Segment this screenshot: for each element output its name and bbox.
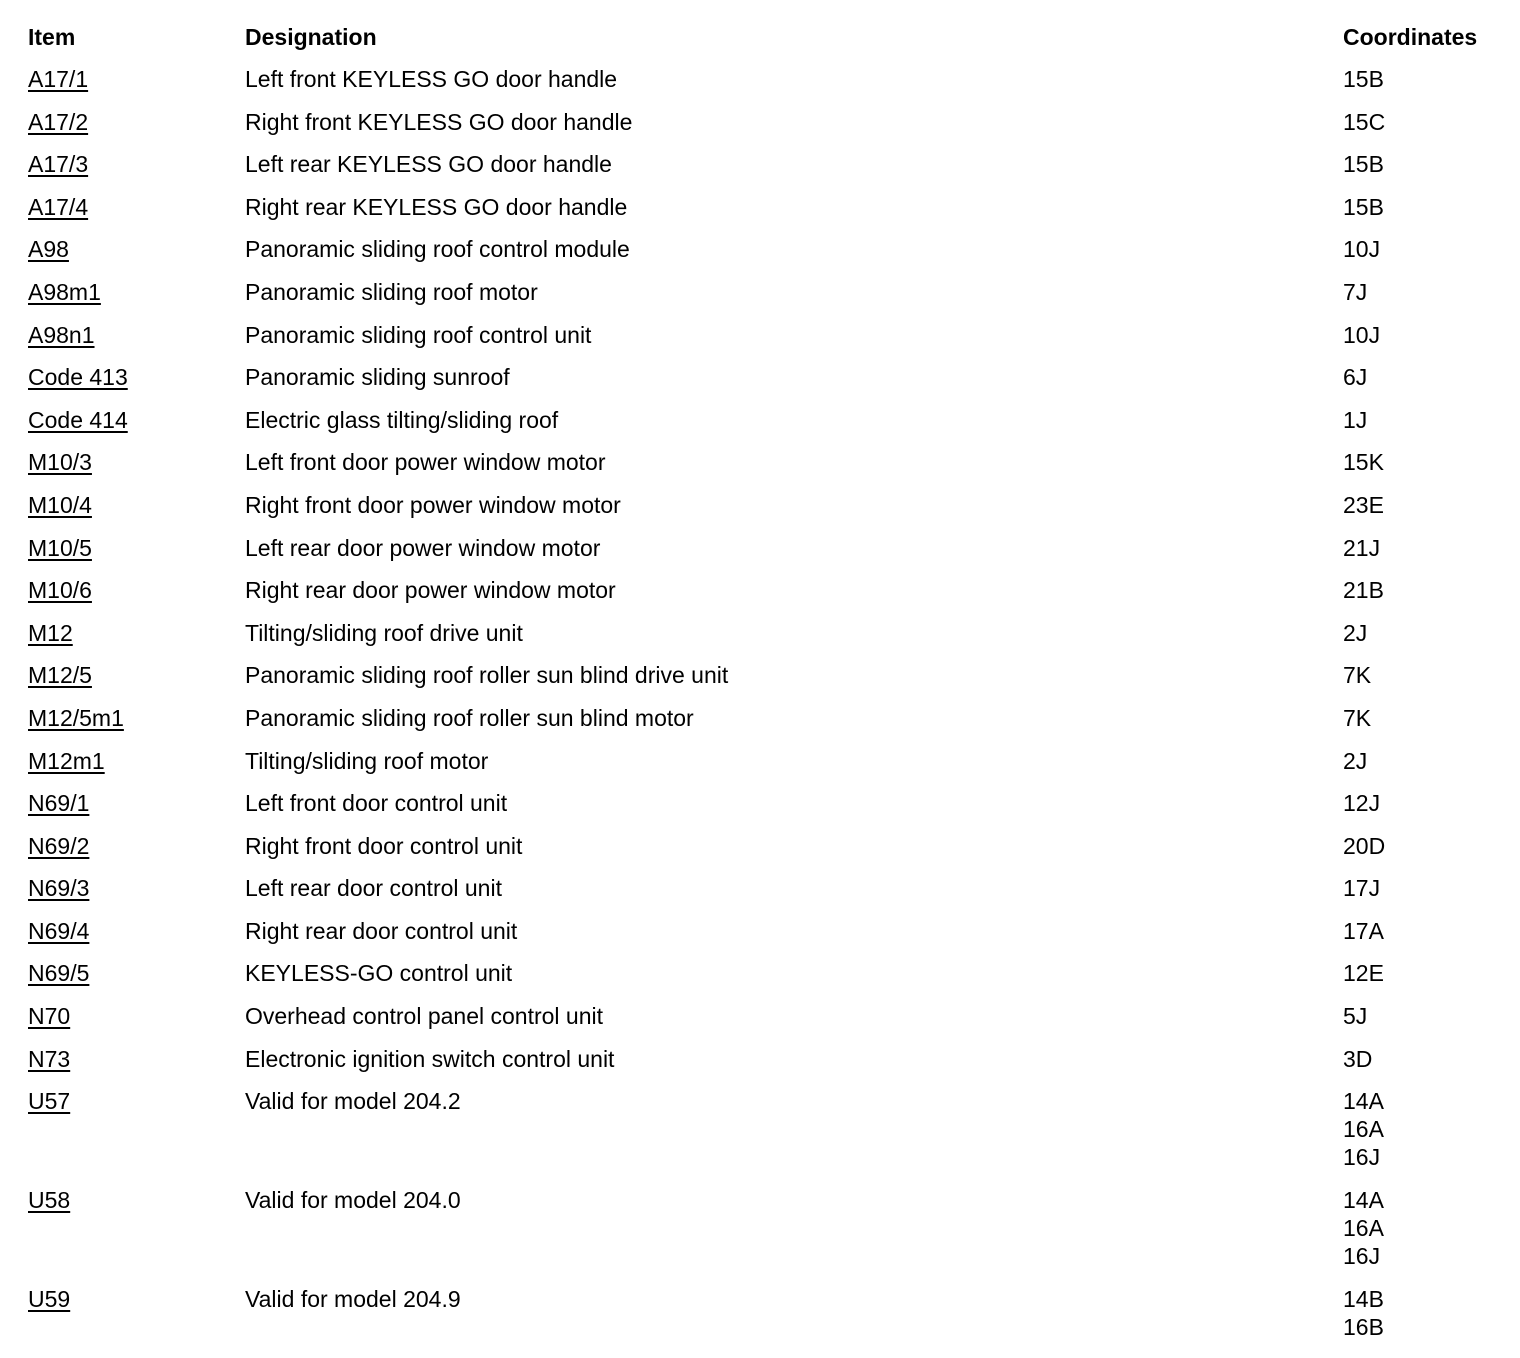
coordinates-cell [1343, 534, 1508, 562]
designation-cell: Right rear door control unit [245, 917, 518, 944]
coordinate-value: 10J [1343, 321, 1381, 348]
table-row [28, 917, 1508, 960]
designation-cell: Right rear KEYLESS GO door handle [245, 193, 628, 220]
item-link[interactable]: A17/3 [28, 151, 89, 178]
table-row [28, 1045, 1508, 1088]
item-cell [28, 917, 245, 945]
table-header [28, 23, 1508, 65]
designation-cell: Panoramic sliding roof control unit [245, 321, 592, 348]
coordinate-value: 15C [1343, 108, 1386, 135]
table-body [28, 65, 1508, 1356]
item-link[interactable]: U59 [28, 1286, 71, 1313]
item-cell [28, 193, 245, 221]
coordinate-value: 7K [1343, 704, 1372, 731]
item-link[interactable]: M12/5m1 [28, 704, 124, 731]
coordinate-value: 15K [1343, 449, 1384, 476]
coordinate-value: 5J [1343, 1003, 1368, 1030]
coordinates-cell [1343, 193, 1508, 221]
item-cell [28, 235, 245, 263]
item-link[interactable]: N73 [28, 1045, 71, 1072]
coordinate-value: 2J [1343, 619, 1368, 646]
designation-cell: Panoramic sliding roof roller sun blind drive unit [245, 662, 729, 689]
coordinate-value: 14A [1343, 1187, 1384, 1214]
designation-cell: Left rear KEYLESS GO door handle [245, 151, 612, 178]
coordinate-value: 12E [1343, 960, 1384, 987]
designation-cell: Right front door control unit [245, 832, 523, 859]
designation-cell: Right front KEYLESS GO door handle [245, 108, 633, 135]
coordinates-cell [1343, 1087, 1508, 1171]
item-cell [28, 406, 245, 434]
designation-cell: Tilting/sliding roof motor [245, 747, 489, 774]
item-link[interactable]: A98n1 [28, 321, 95, 348]
item-link[interactable]: A17/4 [28, 193, 89, 220]
item-link[interactable]: M10/3 [28, 449, 92, 476]
item-cell [28, 832, 245, 860]
table-row [28, 661, 1508, 704]
item-cell [28, 1045, 245, 1073]
designation-cell: Overhead control panel control unit [245, 1003, 603, 1030]
item-cell [28, 959, 245, 987]
coordinates-cell [1343, 321, 1508, 349]
item-cell [28, 1186, 245, 1214]
coordinate-value: 1J [1343, 406, 1368, 433]
item-cell [28, 1285, 245, 1313]
coordinates-cell [1343, 448, 1508, 476]
item-cell [28, 278, 245, 306]
coordinates-cell [1343, 619, 1508, 647]
designation-cell: Left front door power window motor [245, 449, 606, 476]
table-row [28, 747, 1508, 790]
coordinate-value: 14A [1343, 1088, 1384, 1115]
coordinates-cell [1343, 406, 1508, 434]
coordinate-value: 17A [1343, 917, 1384, 944]
item-link[interactable]: N69/5 [28, 960, 90, 987]
coordinates-cell [1343, 1045, 1508, 1073]
item-link[interactable]: Code 413 [28, 364, 128, 391]
table-row [28, 789, 1508, 832]
coordinates-cell [1343, 959, 1508, 987]
table-row [28, 363, 1508, 406]
header-coordinates: Coordinates [1343, 24, 1478, 50]
coordinates-cell [1343, 661, 1508, 689]
table-row [28, 704, 1508, 747]
table-row [28, 874, 1508, 917]
table-row [28, 235, 1508, 278]
designation-cell: Panoramic sliding roof roller sun blind motor [245, 704, 694, 731]
table-row [28, 534, 1508, 577]
coordinate-value: 15B [1343, 66, 1384, 92]
table-row [28, 1285, 1508, 1356]
coordinate-value: 16A [1343, 1116, 1384, 1143]
designation-cell: Left front KEYLESS GO door handle [245, 66, 618, 92]
coordinates-cell [1343, 278, 1508, 306]
component-legend-table [28, 23, 1508, 1356]
item-link[interactable]: N70 [28, 1003, 71, 1030]
designation-cell: Electronic ignition switch control unit [245, 1045, 615, 1072]
item-link[interactable]: M10/5 [28, 534, 92, 561]
designation-cell: Panoramic sliding sunroof [245, 364, 510, 391]
item-link[interactable]: A98m1 [28, 278, 101, 305]
coordinate-value: 14B [1343, 1286, 1384, 1313]
table-row [28, 491, 1508, 534]
table-row [28, 108, 1508, 151]
designation-cell: Panoramic sliding roof control module [245, 236, 630, 263]
designation-cell: Left rear door control unit [245, 875, 502, 902]
table-row [28, 278, 1508, 321]
table-row [28, 406, 1508, 449]
table-row [28, 1002, 1508, 1045]
coordinates-cell [1343, 789, 1508, 817]
coordinates-cell [1343, 65, 1508, 93]
coordinate-value: 12J [1343, 790, 1381, 817]
table-row [28, 448, 1508, 491]
table-row [28, 65, 1508, 108]
coordinate-value: 20D [1343, 832, 1386, 859]
coordinates-cell [1343, 1285, 1508, 1341]
item-cell [28, 619, 245, 647]
table-row [28, 832, 1508, 875]
item-cell [28, 1087, 245, 1115]
coordinate-value: 3D [1343, 1045, 1373, 1072]
coordinate-value: 10J [1343, 236, 1381, 263]
coordinate-value: 7J [1343, 278, 1368, 305]
coordinate-value: 23E [1343, 491, 1384, 518]
coordinate-value: 21B [1343, 577, 1384, 604]
coordinates-cell [1343, 704, 1508, 732]
coordinates-cell [1343, 150, 1508, 178]
designation-cell: Right rear door power window motor [245, 577, 616, 604]
coordinates-cell [1343, 747, 1508, 775]
item-link[interactable]: A17/1 [28, 66, 89, 92]
coordinate-value: 2J [1343, 747, 1368, 774]
item-cell [28, 576, 245, 604]
coordinate-value: 16J [1343, 1144, 1381, 1171]
item-link[interactable]: U57 [28, 1088, 71, 1115]
item-link[interactable]: M10/6 [28, 577, 92, 604]
table-row [28, 619, 1508, 662]
item-cell [28, 65, 245, 93]
coordinates-cell [1343, 1186, 1508, 1270]
item-cell [28, 1002, 245, 1030]
designation-cell: Valid for model 204.0 [245, 1187, 461, 1214]
table-row [28, 1186, 1508, 1285]
item-cell [28, 321, 245, 349]
header-designation: Designation [245, 24, 377, 50]
item-cell [28, 534, 245, 562]
item-cell [28, 747, 245, 775]
coordinates-cell [1343, 874, 1508, 902]
item-link[interactable]: N69/2 [28, 832, 90, 859]
coordinates-cell [1343, 1002, 1508, 1030]
coordinate-value: 17J [1343, 875, 1381, 902]
designation-cell: Valid for model 204.9 [245, 1286, 461, 1313]
item-link[interactable]: A98 [28, 236, 69, 263]
header-item: Item [28, 24, 76, 50]
coordinate-value: 21J [1343, 534, 1381, 561]
designation-cell: Valid for model 204.2 [245, 1088, 461, 1115]
designation-cell: Right front door power window motor [245, 491, 621, 518]
item-link[interactable]: U58 [28, 1187, 71, 1214]
item-link[interactable]: N69/3 [28, 875, 90, 902]
item-link[interactable]: Code 414 [28, 406, 128, 433]
coordinate-value: 16B [1343, 1314, 1384, 1341]
table-row [28, 959, 1508, 1002]
coordinates-cell [1343, 917, 1508, 945]
coordinates-cell [1343, 491, 1508, 519]
item-cell [28, 874, 245, 902]
table-row [28, 321, 1508, 364]
table-row [28, 1087, 1508, 1186]
item-cell [28, 491, 245, 519]
item-cell [28, 789, 245, 817]
coordinates-cell [1343, 576, 1508, 604]
coordinates-cell [1343, 363, 1508, 391]
item-link[interactable]: A17/2 [28, 108, 89, 135]
item-cell [28, 363, 245, 391]
item-cell [28, 704, 245, 732]
coordinate-value: 15B [1343, 193, 1384, 220]
coordinates-cell [1343, 108, 1508, 136]
item-link[interactable]: N69/1 [28, 790, 90, 817]
table-row [28, 150, 1508, 193]
designation-cell: KEYLESS-GO control unit [245, 960, 513, 987]
coordinates-cell [1343, 832, 1508, 860]
designation-cell: Electric glass tilting/sliding roof [245, 406, 559, 433]
designation-cell: Left front door control unit [245, 790, 508, 817]
item-cell [28, 661, 245, 689]
coordinate-value: 16J [1343, 1243, 1381, 1270]
coordinate-value: 16A [1343, 1215, 1384, 1242]
table-row [28, 576, 1508, 619]
item-link[interactable]: M12/5 [28, 662, 92, 689]
coordinate-value: 7K [1343, 662, 1372, 689]
item-link[interactable]: M12m1 [28, 747, 105, 774]
item-cell [28, 108, 245, 136]
item-link[interactable]: M10/4 [28, 491, 92, 518]
designation-cell: Panoramic sliding roof motor [245, 278, 538, 305]
item-cell [28, 150, 245, 178]
coordinate-value: 15B [1343, 151, 1384, 178]
designation-cell: Left rear door power window motor [245, 534, 601, 561]
coordinate-value: 6J [1343, 364, 1368, 391]
coordinates-cell [1343, 235, 1508, 263]
item-link[interactable]: N69/4 [28, 917, 90, 944]
item-cell [28, 448, 245, 476]
table-row [28, 193, 1508, 236]
designation-cell: Tilting/sliding roof drive unit [245, 619, 523, 646]
item-link[interactable]: M12 [28, 619, 73, 646]
